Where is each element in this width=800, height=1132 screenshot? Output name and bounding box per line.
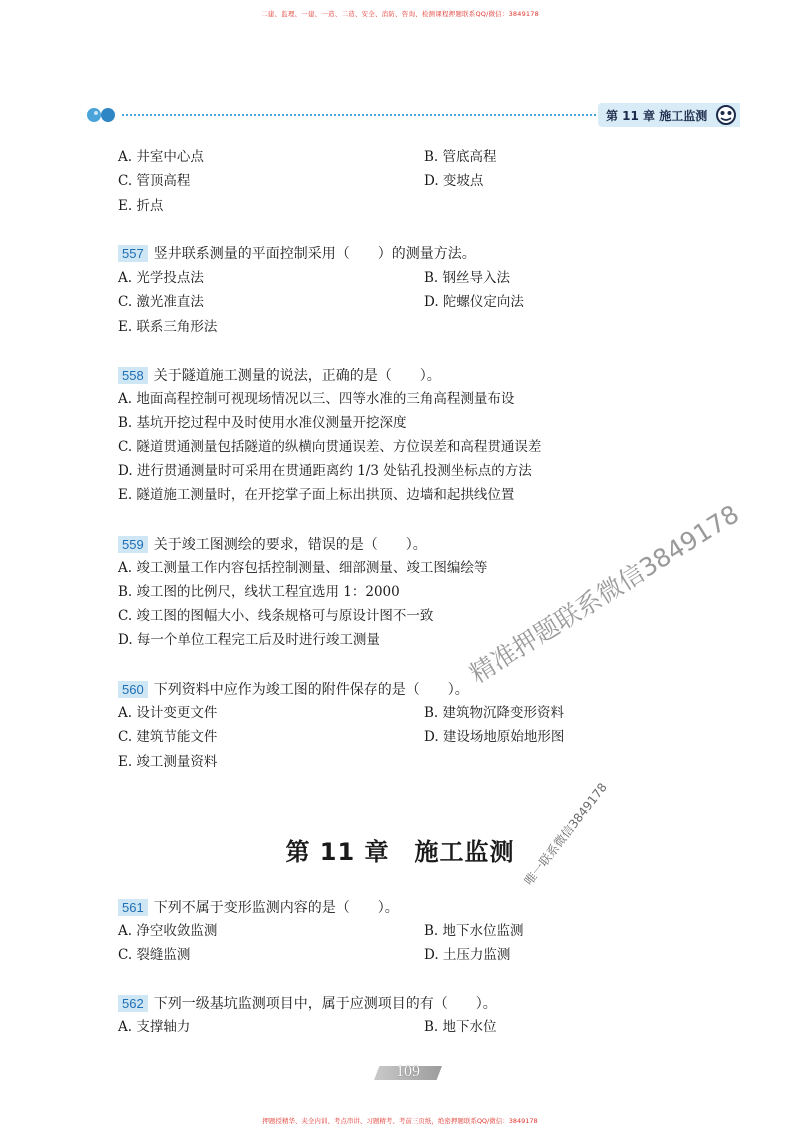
option-b: B. 建筑物沉降变形资料 <box>424 705 565 721</box>
option-a: A. 设计变更文件 <box>118 705 218 721</box>
question-text: 下列资料中应作为竣工图的附件保存的是（ ）。 <box>153 682 469 698</box>
question-number: 559 <box>118 536 148 553</box>
question-number: 557 <box>118 245 148 262</box>
header-dotted-line <box>122 114 628 116</box>
option-e: E. 联系三角形法 <box>118 319 218 335</box>
decorative-dots-icon <box>86 105 120 125</box>
watermark: 精准押题联系微信3849178 <box>464 499 745 689</box>
option-e: E. 折点 <box>118 198 164 214</box>
question-stem <box>118 366 441 386</box>
option-b: B. 基坑开挖过程中及时使用水准仪测量开挖深度 <box>118 415 407 431</box>
option-c: C. 激光准直法 <box>118 294 204 310</box>
option-b: B. 钢丝导入法 <box>424 270 511 286</box>
question-stem <box>118 898 399 918</box>
option-a: A. 竣工测量工作内容包括控制测量、细部测量、竣工图编绘等 <box>118 560 488 576</box>
option-d: D. 变坡点 <box>424 173 484 189</box>
question-stem <box>118 994 497 1014</box>
option-b: B. 竣工图的比例尺，线状工程宜选用 1：2000 <box>118 584 400 600</box>
page-header <box>86 100 746 134</box>
option-c: C. 裂缝监测 <box>118 947 191 963</box>
option-c: C. 竣工图的图幅大小、线条规格可与原设计图不一致 <box>118 608 434 624</box>
option-e: E. 竣工测量资料 <box>118 754 218 770</box>
top-banner: 二建、监理、一建、一造、二造、安全、消防、咨询、检测课程押题联系QQ/微信：3849178 <box>261 10 539 18</box>
option-a: A. 净空收敛监测 <box>118 923 218 939</box>
question-text: 下列一级基坑监测项目中，属于应测项目的有（ ）。 <box>153 996 497 1012</box>
question-number: 558 <box>118 367 148 384</box>
question-number: 562 <box>118 995 148 1012</box>
option-d: D. 土压力监测 <box>424 947 511 963</box>
option-b: B. 地下水位监测 <box>424 923 524 939</box>
option-a: A. 光学投点法 <box>118 270 204 286</box>
watermark: 唯一联系微信3849178 <box>521 780 610 888</box>
question-stem <box>118 535 427 555</box>
option-a: A. 地面高程控制可视现场情况以三、四等水准的三角高程测量布设 <box>118 391 515 407</box>
question-text: 关于竣工图测绘的要求，错误的是（ ）。 <box>153 537 427 553</box>
option-d: D. 建设场地原始地形图 <box>424 729 565 745</box>
option-d: D. 每一个单位工程完工后及时进行竣工测量 <box>118 632 380 648</box>
option-c: C. 管顶高程 <box>118 173 191 189</box>
question-number: 560 <box>118 681 148 698</box>
option-c: C. 建筑节能文件 <box>118 729 218 745</box>
chapter-tab-label: 第 11 章 施工监测 <box>606 109 708 123</box>
option-c: C. 隧道贯通测量包括隧道的纵横向贯通误差、方位误差和高程贯通误差 <box>118 439 542 455</box>
page-number-badge <box>374 1062 442 1084</box>
bottom-banner: 押题授精华、夹全内训、考点串讲、习题精考、考前三页纸，绝密押题联系QQ/微信：3849178 <box>262 1117 538 1125</box>
question-stem <box>118 680 469 700</box>
chapter-tab <box>598 103 740 127</box>
option-a: A. 井室中心点 <box>118 149 204 165</box>
option-b: B. 管底高程 <box>424 149 497 165</box>
option-a: A. 支撑轴力 <box>118 1019 191 1035</box>
option-b: B. 地下水位 <box>424 1019 497 1035</box>
question-stem <box>118 244 476 264</box>
option-e: E. 隧道施工测量时，在开挖掌子面上标出拱顶、边墙和起拱线位置 <box>118 487 515 503</box>
question-text: 竖井联系测量的平面控制采用（ ）的测量方法。 <box>153 246 476 262</box>
question-text: 关于隧道施工测量的说法，正确的是（ ）。 <box>153 368 441 384</box>
page-number: 109 <box>396 1063 420 1080</box>
question-text: 下列不属于变形监测内容的是（ ）。 <box>153 900 399 916</box>
option-d: D. 陀螺仪定向法 <box>424 294 524 310</box>
chapter-title: 第 11 章 施工监测 <box>285 838 515 866</box>
question-number: 561 <box>118 899 148 916</box>
option-d: D. 进行贯通测量时可采用在贯通距离约 1/3 处钻孔投测坐标点的方法 <box>118 463 532 479</box>
mascot-face-icon <box>715 104 737 126</box>
